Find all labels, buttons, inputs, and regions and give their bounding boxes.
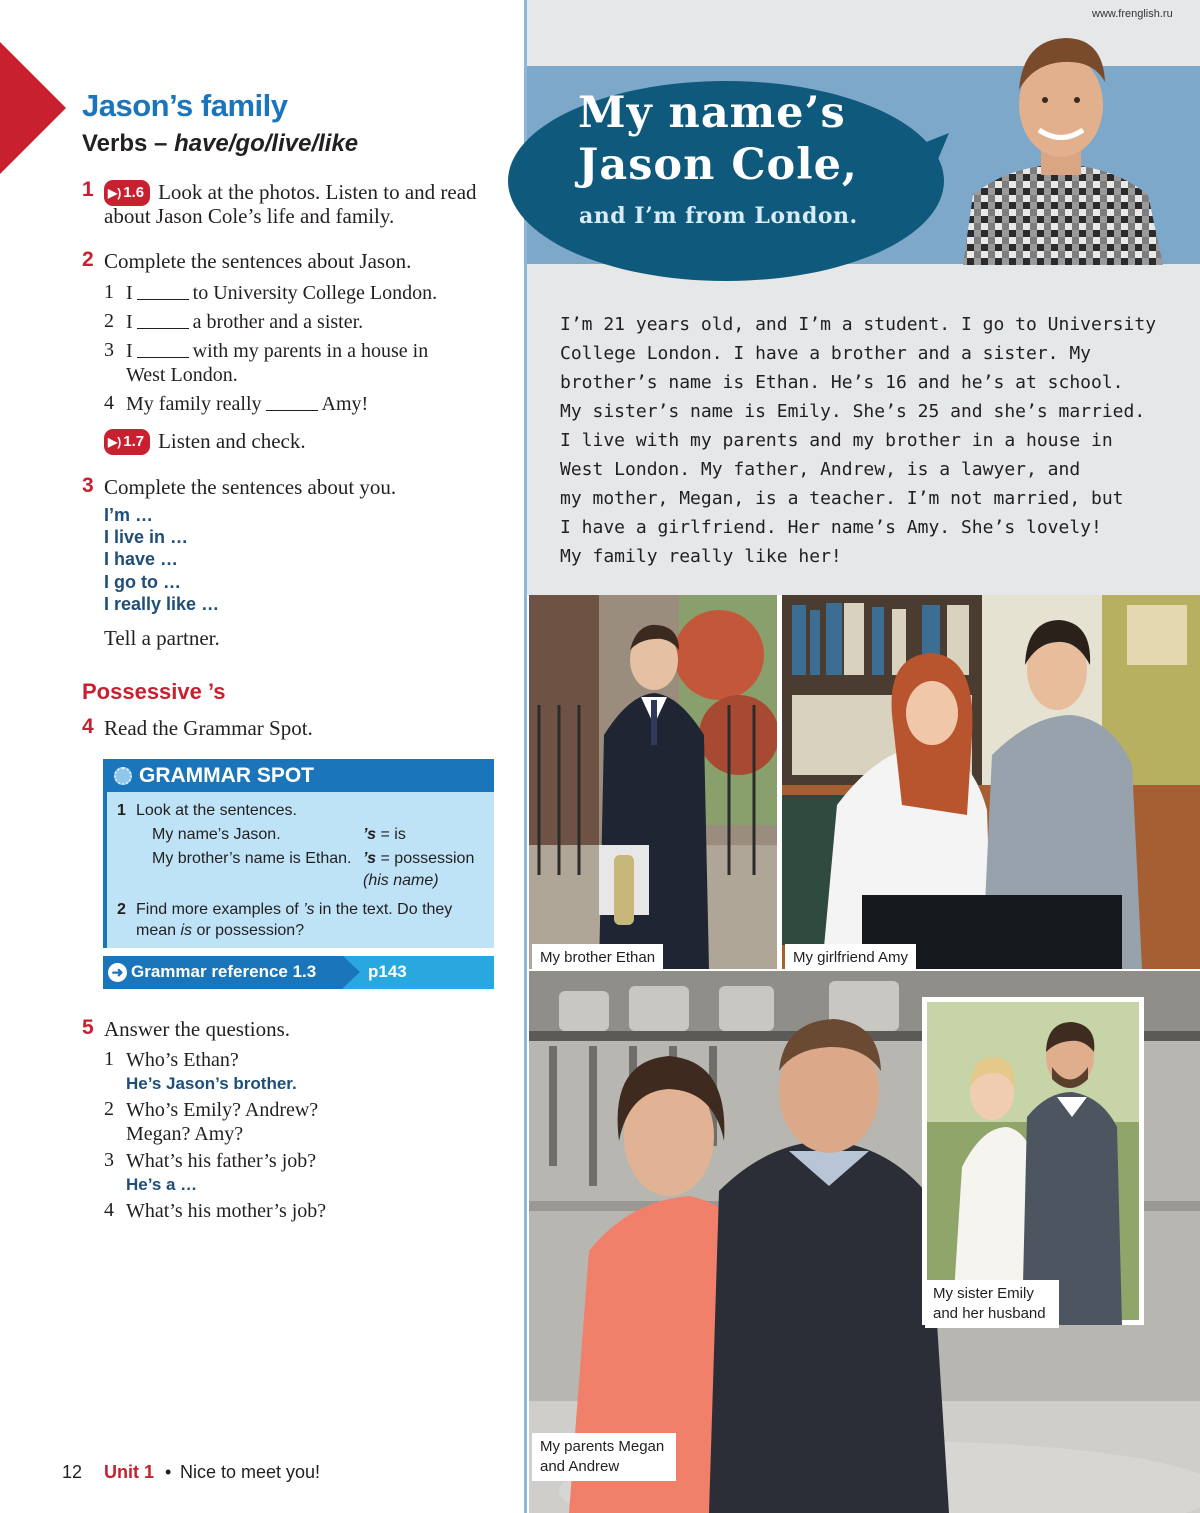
listen-and-check-text: Listen and check. <box>158 429 306 453</box>
reading-line: brother’s name is Ethan. He’s 16 and he’s at school. <box>560 372 1124 393</box>
question-number: 4 <box>104 1199 114 1221</box>
exercise-2-item-number: 3 <box>104 339 114 361</box>
photo-caption: My brother Ethan <box>532 944 663 972</box>
grammar-rule: ’s = possession <box>363 850 475 867</box>
sentence-prompt: I live in … <box>104 527 189 547</box>
grammar-reference-link[interactable]: Grammar reference 1.3 <box>131 962 317 981</box>
question-number: 3 <box>104 1149 114 1171</box>
bubble-line-1: My name’s <box>578 88 846 138</box>
answer-blank[interactable] <box>137 312 189 329</box>
reading-line: My family really like her! <box>560 546 842 567</box>
bubble-line-2: Jason Cole, <box>578 140 858 190</box>
subtitle-prefix: Verbs – <box>82 130 175 157</box>
exercise-2-text: Complete the sentences about Jason. <box>104 249 412 273</box>
grammar-example: My name’s Jason. <box>152 826 281 843</box>
speaker-icon: ▶) <box>108 435 122 449</box>
question-text: Who’s Emily? Andrew? <box>126 1099 319 1121</box>
question-text: What’s his father’s job? <box>126 1150 317 1172</box>
exercise-5-number: 5 <box>82 1016 94 1039</box>
reading-line: My sister’s name is Emily. She’s 25 and she’s married. <box>560 401 1146 422</box>
arrow-right-icon: ➜ <box>108 963 127 982</box>
sentence-prompt: I really like … <box>104 594 220 614</box>
exercise-2-number: 2 <box>82 248 94 271</box>
audio-track-button[interactable] <box>104 429 150 455</box>
exercise-4-number: 4 <box>82 715 94 738</box>
reading-line: my mother, Megan, is a teacher. I’m not married, but <box>560 488 1124 509</box>
photo-caption: My parents Megan and Andrew <box>532 1433 676 1481</box>
audio-track-number: 1.7 <box>123 433 145 450</box>
section-heading-possessive: Possessive ’s <box>82 679 226 704</box>
question-text: Who’s Ethan? <box>126 1049 239 1071</box>
amy-photo <box>782 595 1200 969</box>
exercise-4-text: Read the Grammar Spot. <box>104 716 313 740</box>
sentence-prompt: I’m … <box>104 505 154 525</box>
grammar-reference-page[interactable]: p143 <box>368 962 407 981</box>
grammar-point-text: Find more examples of ’s in the text. Do they <box>136 901 453 918</box>
lesson-subtitle <box>82 130 358 158</box>
grammar-point-number: 2 <box>117 901 126 918</box>
exercise-2-item: I with my parents in a house in <box>126 340 429 362</box>
exercise-2-item-number: 4 <box>104 392 114 414</box>
unit-title: Nice to meet you! <box>180 1462 321 1482</box>
question-text-continuation: Megan? Amy? <box>126 1123 244 1145</box>
emily-photo <box>922 997 1144 1325</box>
grammar-example: My brother’s name is Ethan. <box>152 850 352 867</box>
subtitle-verbs: have/go/live/like <box>174 130 359 157</box>
page-number: 12 <box>62 1462 83 1482</box>
answer-prompt: He’s a … <box>126 1175 198 1194</box>
exercise-3-text: Complete the sentences about you. <box>104 475 397 499</box>
audio-track-number: 1.6 <box>123 184 145 201</box>
section-tab-marker <box>0 42 66 174</box>
exercise-1-line1: Look at the photos. Listen to and read <box>158 180 477 204</box>
photo-caption: My sister Emily and her husband <box>925 1280 1059 1328</box>
grammar-point-text: Look at the sentences. <box>136 802 297 819</box>
exercise-1-number: 1 <box>82 178 94 201</box>
sentence-prompt: I go to … <box>104 572 181 592</box>
reading-line: I have a girlfriend. Her name’s Amy. She’s lovely! <box>560 517 1102 538</box>
footer-separator: • <box>165 1462 172 1482</box>
reading-line: I’m 21 years old, and I’m a student. I go to University <box>560 314 1157 335</box>
exercise-2-item: My family really Amy! <box>126 393 369 415</box>
exercise-1-text <box>104 180 477 206</box>
jason-portrait-photo <box>953 20 1168 265</box>
grammar-note: (his name) <box>363 872 439 889</box>
reading-line: College London. I have a brother and a sister. My <box>560 343 1092 364</box>
listen-and-check <box>104 429 306 455</box>
speaker-icon: ▶) <box>108 186 122 200</box>
exercise-2-item-number: 2 <box>104 310 114 332</box>
exercise-5-text: Answer the questions. <box>104 1017 291 1041</box>
question-text: What’s his mother’s job? <box>126 1200 327 1222</box>
watermark: www.frenglish.ru <box>1092 8 1173 20</box>
question-number: 1 <box>104 1048 114 1070</box>
reading-text <box>560 310 1170 571</box>
lesson-title: Jason’s family <box>82 88 288 123</box>
answer-blank[interactable] <box>137 283 189 300</box>
exercise-3-number: 3 <box>82 474 94 497</box>
sentence-prompt: I have … <box>104 549 179 569</box>
audio-track-button[interactable] <box>104 180 150 206</box>
reading-line: I live with my parents and my brother in a house in <box>560 430 1113 451</box>
tell-a-partner: Tell a partner. <box>104 626 220 650</box>
bubble-line-3: and I’m from London. <box>579 203 858 229</box>
grammar-spot-icon <box>114 767 132 785</box>
exercise-2-item-number: 1 <box>104 281 114 303</box>
grammar-spot-border <box>103 792 107 948</box>
ethan-photo <box>529 595 777 969</box>
answer-blank[interactable] <box>137 341 189 358</box>
exercise-2-item: I a brother and a sister. <box>126 311 364 333</box>
answer-blank[interactable] <box>266 394 318 411</box>
chevron-right-icon <box>343 956 360 988</box>
answer-example: He’s Jason’s brother. <box>126 1074 297 1093</box>
grammar-point-number: 1 <box>117 802 126 819</box>
unit-label: Unit 1 <box>104 1462 155 1482</box>
question-number: 2 <box>104 1098 114 1120</box>
exercise-2-item: I to University College London. <box>126 282 438 304</box>
grammar-rule: ’s = is <box>363 826 406 843</box>
grammar-point-text: mean is or possession? <box>136 922 305 939</box>
grammar-spot-title: GRAMMAR SPOT <box>139 764 314 787</box>
photo-caption: My girlfriend Amy <box>785 944 916 972</box>
reading-line: West London. My father, Andrew, is a lawyer, and <box>560 459 1081 480</box>
exercise-2-item-continuation: West London. <box>126 364 238 386</box>
exercise-1-line2: about Jason Cole’s life and family. <box>104 204 395 228</box>
